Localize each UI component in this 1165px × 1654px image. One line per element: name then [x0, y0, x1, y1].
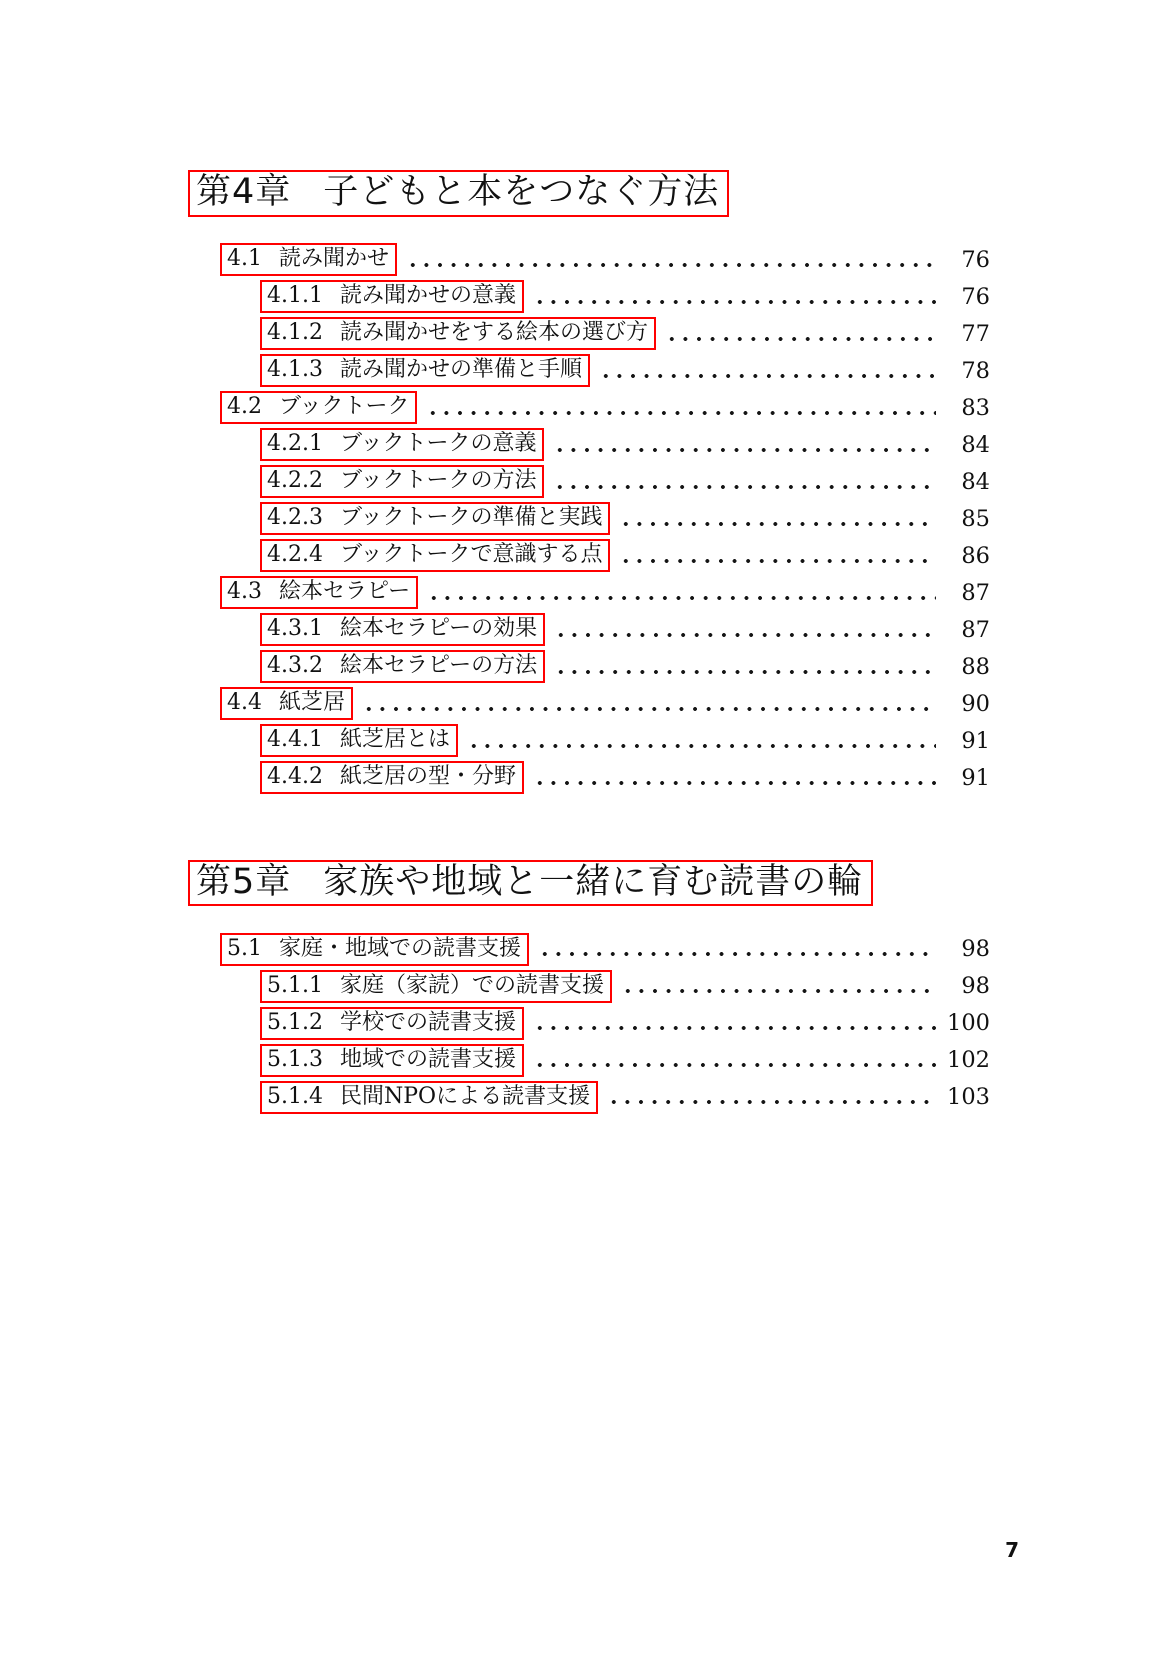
toc-page-number: 91: [961, 727, 990, 754]
dotted-leader: [406, 260, 936, 270]
toc-link[interactable]: [220, 391, 417, 424]
toc-page-number: 78: [961, 357, 990, 384]
dotted-leader: [619, 519, 936, 529]
toc-entry: [260, 726, 990, 756]
dotted-leader: [621, 986, 936, 996]
toc-entry-number: 5.1.2: [267, 1009, 323, 1035]
toc-link[interactable]: [260, 280, 524, 313]
toc-entry-number: 4.4.1: [267, 727, 323, 752]
toc-entry-number: 4.2.2: [267, 468, 323, 493]
dotted-leader: [533, 778, 936, 788]
toc-link[interactable]: [260, 970, 612, 1003]
toc-entry-title: ブックトークの方法: [339, 468, 537, 493]
toc-page-number: 84: [961, 431, 990, 458]
toc-entry: [260, 430, 990, 460]
dotted-leader: [426, 408, 936, 418]
dotted-leader: [538, 949, 936, 959]
dotted-leader: [665, 334, 936, 344]
toc-page-number: 87: [961, 579, 990, 606]
toc-entry-title: 読み聞かせの準備と手順: [339, 357, 582, 382]
toc-entry: [260, 971, 990, 1001]
toc-entry-title: 読み聞かせをする絵本の選び方: [339, 320, 648, 345]
toc-link[interactable]: [260, 724, 458, 757]
chapter-number: 第5章: [196, 861, 292, 902]
toc-entry-title: 紙芝居の型・分野: [339, 764, 516, 789]
toc-page-number: 83: [961, 394, 990, 421]
toc-link[interactable]: [260, 317, 656, 350]
toc-link[interactable]: [260, 428, 544, 461]
toc-entry-title: 学校での読書支援: [339, 1009, 516, 1035]
toc-entry: [260, 1008, 990, 1038]
toc-page-number: 76: [961, 246, 990, 273]
toc-page-number: 100: [947, 1010, 990, 1036]
dotted-leader: [467, 741, 936, 751]
chapter-5-heading-link[interactable]: [188, 860, 873, 907]
dotted-leader: [554, 630, 936, 640]
toc-entry-number: 4.2.4: [267, 542, 323, 567]
toc-page-number: 98: [961, 973, 990, 999]
dotted-leader: [553, 482, 936, 492]
toc-page-number: 85: [961, 505, 990, 532]
dotted-leader: [554, 667, 936, 677]
toc-link[interactable]: [220, 576, 418, 609]
toc-entry: [220, 393, 990, 423]
chapter-title: 子どもと本をつなぐ方法: [323, 172, 720, 212]
dotted-leader: [553, 445, 936, 455]
toc-link[interactable]: [260, 613, 545, 646]
toc-page-number: 76: [961, 283, 990, 310]
toc-entry-number: 4.1.1: [267, 283, 323, 308]
toc-link[interactable]: [220, 687, 353, 720]
toc-link[interactable]: [260, 761, 524, 794]
dotted-leader: [362, 704, 936, 714]
toc-entry: [220, 689, 990, 719]
toc-entry-number: 4.1.3: [267, 357, 323, 382]
toc-entry-title: ブックトークの準備と実践: [339, 505, 603, 530]
toc-entry-title: ブックトークの意義: [339, 431, 537, 456]
toc-entry-title: 読み聞かせの意義: [339, 283, 516, 308]
toc-entry: [260, 356, 990, 386]
toc-entry-title: 家庭・地域での読書支援: [279, 935, 522, 961]
dotted-leader: [427, 593, 936, 603]
toc-link[interactable]: [260, 354, 590, 387]
toc-entry-title: 絵本セラピーの方法: [339, 653, 538, 678]
toc-entry: [260, 319, 990, 349]
toc-entry-title: 民間NPOによる読書支援: [339, 1083, 591, 1109]
toc-content: [188, 170, 990, 1119]
toc-entry: [260, 282, 990, 312]
toc-link[interactable]: [220, 243, 397, 276]
dotted-leader: [599, 371, 936, 381]
toc-page-number: 91: [961, 764, 990, 791]
toc-entry: [220, 578, 990, 608]
toc-page-number: 84: [961, 468, 990, 495]
dotted-leader: [619, 556, 936, 566]
toc-page-number: 88: [961, 653, 990, 680]
dotted-leader: [533, 1060, 936, 1070]
toc-entry-title: 地域での読書支援: [339, 1046, 516, 1072]
toc-entry: [260, 763, 990, 793]
toc-entry: [260, 1082, 990, 1112]
toc-link[interactable]: [260, 1007, 524, 1040]
toc-entry: [260, 504, 990, 534]
toc-page-number: 102: [947, 1047, 990, 1073]
toc-entry-number: 5.1: [227, 935, 262, 961]
toc-page-number: 77: [961, 320, 990, 347]
toc-page-number: 103: [947, 1084, 990, 1110]
toc-entry-number: 4.2.1: [267, 431, 323, 456]
toc-entry-title: ブックトーク: [279, 394, 410, 419]
dotted-leader: [533, 297, 936, 307]
toc-link[interactable]: [260, 1044, 524, 1077]
toc-entry-number: 4.2.3: [267, 505, 323, 530]
toc-entry-title: 紙芝居とは: [339, 727, 450, 752]
toc-entry-title: 家庭（家読）での読書支援: [339, 972, 604, 998]
toc-entry-title: 読み聞かせ: [279, 246, 390, 271]
toc-entry: [260, 1045, 990, 1075]
toc-entry-title: 紙芝居: [279, 690, 346, 715]
dotted-leader: [607, 1097, 936, 1107]
toc-link[interactable]: [260, 502, 610, 535]
chapter-title: 家族や地域と一緒に育む読書の輪: [323, 861, 864, 902]
toc-entry-number: 4.3.1: [267, 616, 323, 641]
toc-entry: [220, 934, 990, 964]
toc-link[interactable]: [220, 933, 529, 966]
toc-entry-number: 5.1.4: [267, 1083, 323, 1109]
toc-entry-title: 絵本セラピー: [279, 579, 411, 604]
toc-entry: [260, 615, 990, 645]
toc-entry: [260, 467, 990, 497]
toc-entry-number: 4.4.2: [267, 764, 323, 789]
toc-entry-number: 4.4: [227, 690, 262, 715]
toc-entry-title: 絵本セラピーの効果: [339, 616, 538, 641]
toc-entry-number: 4.2: [227, 394, 262, 419]
toc-page-number: 86: [961, 542, 990, 569]
toc-link[interactable]: [260, 539, 610, 572]
toc-entry-number: 4.1: [227, 246, 262, 271]
toc-link[interactable]: [260, 465, 544, 498]
toc-entry: [220, 245, 990, 275]
dotted-leader: [533, 1023, 936, 1033]
toc-entry-number: 4.3.2: [267, 653, 323, 678]
toc-page-number: 87: [961, 616, 990, 643]
toc-entry-number: 5.1.3: [267, 1046, 323, 1072]
footer-page-number: 7: [1005, 1538, 1019, 1562]
chapter-number: 第4章: [196, 172, 292, 212]
toc-entry-number: 4.3: [227, 579, 262, 604]
toc-link[interactable]: [260, 1081, 598, 1114]
toc-page-number: 98: [961, 936, 990, 962]
toc-entry: [260, 541, 990, 571]
toc-link[interactable]: [260, 650, 545, 683]
toc-entry: [260, 652, 990, 682]
toc-entry-number: 4.1.2: [267, 320, 323, 345]
toc-page-number: 90: [961, 690, 990, 717]
chapter-4-heading-link[interactable]: [188, 170, 729, 217]
toc-entry-title: ブックトークで意識する点: [339, 542, 603, 567]
toc-entry-number: 5.1.1: [267, 972, 323, 998]
